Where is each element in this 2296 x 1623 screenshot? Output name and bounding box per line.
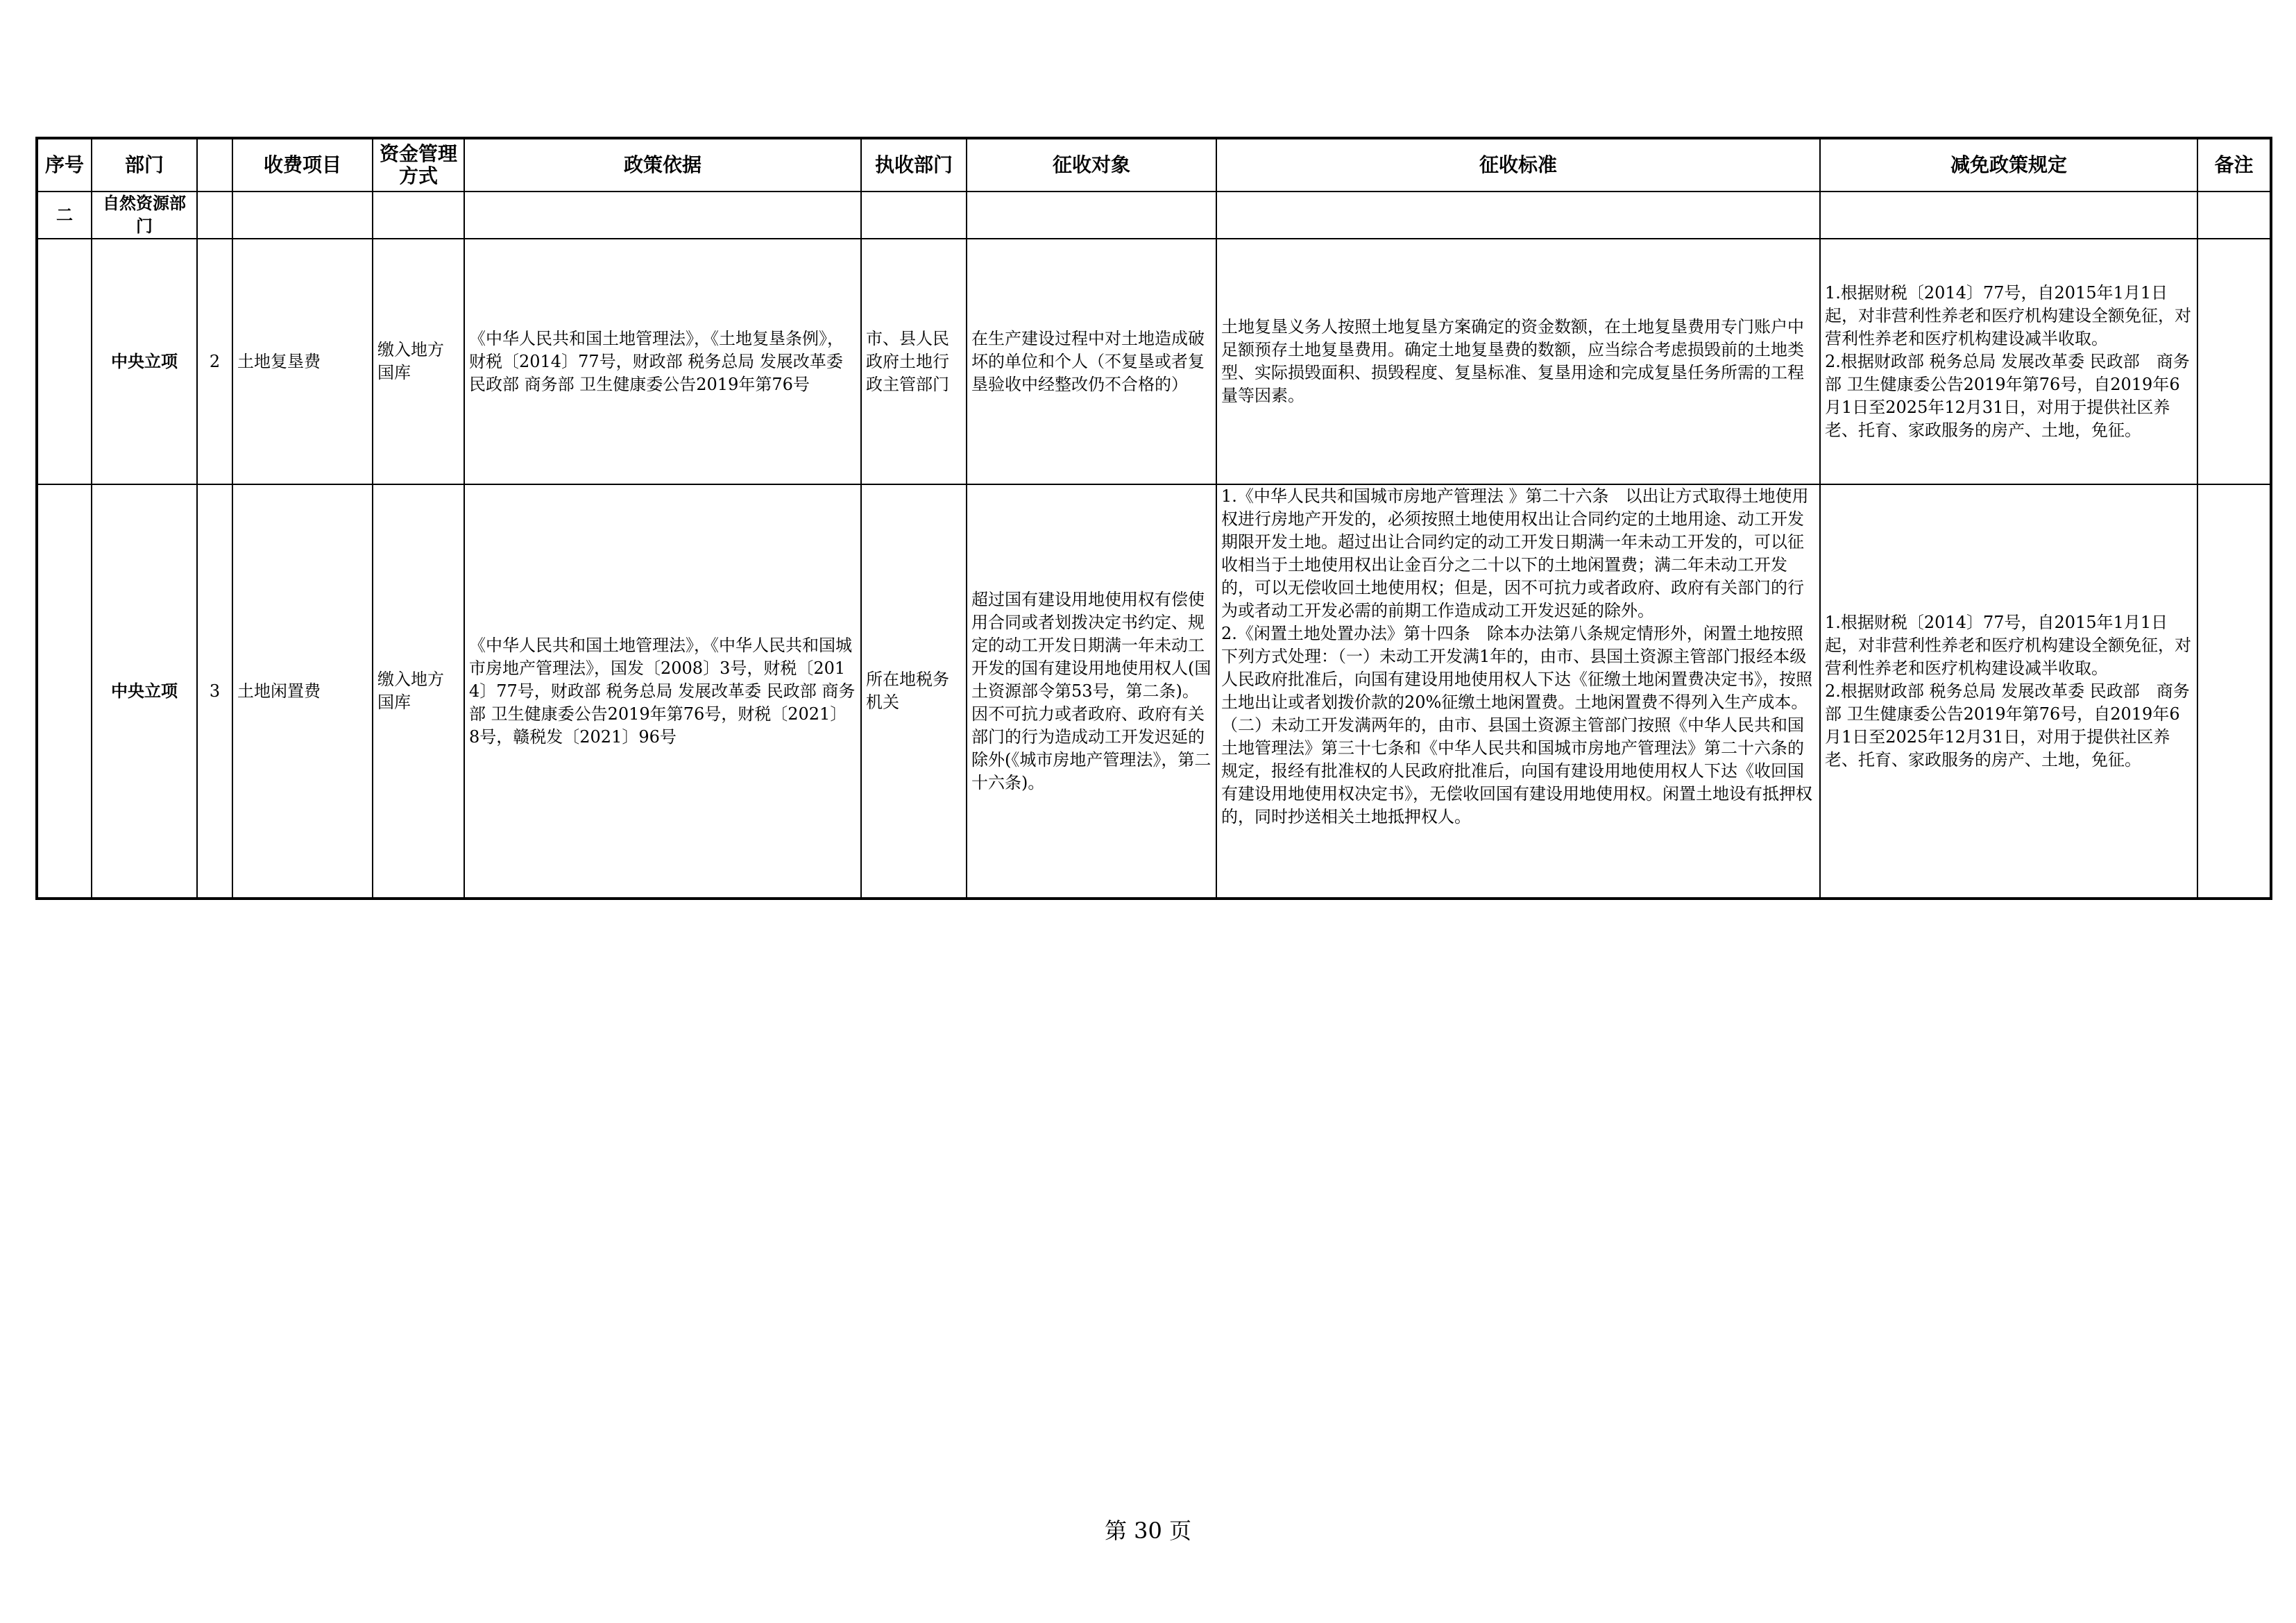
row-no xyxy=(37,484,92,899)
row-exec: 所在地税务机关 xyxy=(861,484,967,899)
row-item: 土地闲置费 xyxy=(232,484,373,899)
page-number: 第 30 页 xyxy=(1104,1518,1192,1544)
section-row xyxy=(37,192,2271,239)
row-item: 土地复垦费 xyxy=(232,239,373,484)
row-target: 在生产建设过程中对土地造成破坏的单位和个人（不复垦或者复垦验收中经整改仍不合格的） xyxy=(967,239,1216,484)
row-basis: 《中华人民共和国土地管理法》，《土地复垦条例》，财税〔2014〕77号，财政部 税务总局 发展改革委 民政部 商务部 卫生健康委公告2019年第76号 xyxy=(464,239,861,484)
header-blank xyxy=(197,138,232,192)
section-cell-basis xyxy=(464,192,861,239)
section-cell-exemption xyxy=(1820,192,2197,239)
header-exemption: 减免政策规定 xyxy=(1820,138,2197,192)
header-row xyxy=(37,138,2271,192)
header-standard: 征收标准 xyxy=(1216,138,1820,192)
standard-paragraph-1: 1.《中华人民共和国城市房地产管理法 》第二十六条 以出让方式取得土地使用权进行房地产开发的，必须按照土地使用权出让合同约定的土地用途、动工开发期限开发土地。超过出让合同约定的动工开发日期满一年未动工开发的，可以征收相当于土地使用权出让金百分之二十以下的土地闲置费；满二年未动工开发的，可以无偿收回土地使用权；但是，因不可抗力或者政府、政府有关部门的行为或者动工开发必需的前期工作造成动工开发迟延的除外。 xyxy=(1221,486,1809,620)
section-cell-target xyxy=(967,192,1216,239)
row-seq: 2 xyxy=(197,239,232,484)
section-cell-remark xyxy=(2197,192,2271,239)
row-no xyxy=(37,239,92,484)
header-exec: 执收部门 xyxy=(861,138,967,192)
header-item: 收费项目 xyxy=(232,138,373,192)
row-dept: 中央立项 xyxy=(92,239,197,484)
header-fund: 资金管理方式 xyxy=(373,138,464,192)
fee-table xyxy=(35,137,2272,900)
row-remark xyxy=(2197,239,2271,484)
section-dept: 自然资源部门 xyxy=(92,192,197,239)
exemption-paragraph-1: 1.根据财税〔2014〕77号，自2015年1月1日起，对非营利性养老和医疗机构建设全额免征，对营利性养老和医疗机构建设减半收取。 xyxy=(1825,282,2191,348)
exemption-paragraph-2: 2.根据财政部 税务总局 发展改革委 民政部 商务部 卫生健康委公告2019年第76号，自2019年6月1日至2025年12月31日，对用于提供社区养老、托育、家政服务的房产、土地，免征。 xyxy=(1825,351,2190,440)
section-no: 二 xyxy=(37,192,92,239)
table-row xyxy=(37,239,2271,484)
row-exec: 市、县人民政府土地行政主管部门 xyxy=(861,239,967,484)
header-no: 序号 xyxy=(37,138,92,192)
table-row xyxy=(37,484,2271,899)
header-target: 征收对象 xyxy=(967,138,1216,192)
row-fund: 缴入地方国库 xyxy=(373,239,464,484)
row-target: 超过国有建设用地使用权有偿使用合同或者划拨决定书约定、规定的动工开发日期满一年未动工开发的国有建设用地使用权人(国土资源部令第53号，第二条)。因不可抗力或者政府、政府有关部门的行为造成动工开发迟延的除外(《城市房地产管理法》，第二十六条)。 xyxy=(967,484,1216,899)
row-fund: 缴入地方国库 xyxy=(373,484,464,899)
row-standard xyxy=(1216,484,1820,899)
header-basis: 政策依据 xyxy=(464,138,861,192)
header-dept: 部门 xyxy=(92,138,197,192)
section-cell-standard xyxy=(1216,192,1820,239)
row-standard: 土地复垦义务人按照土地复垦方案确定的资金数额，在土地复垦费用专门账户中足额预存土地复垦费用。确定土地复垦费的数额，应当综合考虑损毁前的土地类型、实际损毁面积、损毁程度、复垦标准、复垦用途和完成复垦任务所需的工程量等因素。 xyxy=(1216,239,1820,484)
section-cell-exec xyxy=(861,192,967,239)
exemption-paragraph-2: 2.根据财政部 税务总局 发展改革委 民政部 商务部 卫生健康委公告2019年第76号，自2019年6月1日至2025年12月31日，对用于提供社区养老、托育、家政服务的房产、土地，免征。 xyxy=(1825,681,2190,770)
row-seq: 3 xyxy=(197,484,232,899)
row-remark xyxy=(2197,484,2271,899)
header-remark: 备注 xyxy=(2197,138,2271,192)
row-dept: 中央立项 xyxy=(92,484,197,899)
row-exemption xyxy=(1820,239,2197,484)
section-cell-item xyxy=(232,192,373,239)
section-cell-blank xyxy=(197,192,232,239)
section-cell-fund xyxy=(373,192,464,239)
row-exemption xyxy=(1820,484,2197,899)
row-basis: 《中华人民共和国土地管理法》，《中华人民共和国城市房地产管理法》，国发〔2008〕3号，财税〔2014〕77号，财政部 税务总局 发展改革委 民政部 商务部 卫生健康委公告2019年第76号，财税〔2021〕8号，赣税发〔2021〕96号 xyxy=(464,484,861,899)
standard-paragraph-2: 2.《闲置土地处置办法》第十四条 除本办法第八条规定情形外，闲置土地按照下列方式处理：（一）未动工开发满1年的，由市、县国土资源主管部门报经本级人民政府批准后，向国有建设用地使用权人下达《征缴土地闲置费决定书》，按照土地出让或者划拨价款的20%征缴土地闲置费。土地闲置费不得列入生产成本。（二）未动工开发满两年的，由市、县国土资源主管部门按照《中华人民共和国土地管理法》第三十七条和《中华人民共和国城市房地产管理法》第二十六条的规定，报经有批准权的人民政府批准后，向国有建设用地使用权人下达《收回国有建设用地使用权决定书》，无偿收回国有建设用地使用权。闲置土地设有抵押权的，同时抄送相关土地抵押权人。 xyxy=(1221,624,1812,826)
exemption-paragraph-1: 1.根据财税〔2014〕77号，自2015年1月1日起，对非营利性养老和医疗机构建设全额免征，对营利性养老和医疗机构建设减半收取。 xyxy=(1825,612,2191,678)
